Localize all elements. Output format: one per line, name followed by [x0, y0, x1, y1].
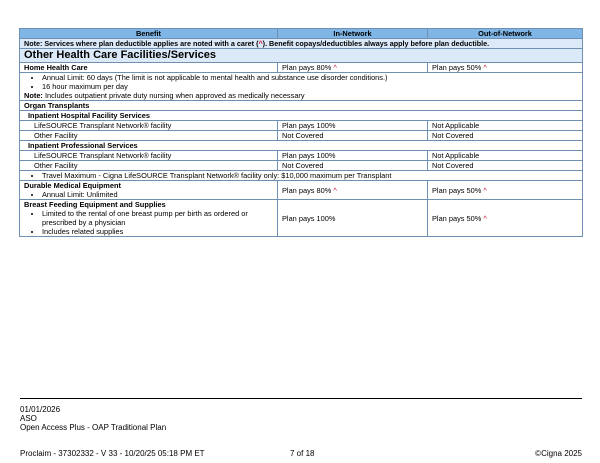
- breastfeeding-out-of-network: Plan pays 50% ^: [428, 200, 583, 237]
- cell-in-network: Not Covered: [278, 131, 428, 141]
- list-item: • Travel Maximum - Cigna LifeSOURCE Transplant Network® facility only: $10,000 maximum per Transplant: [42, 171, 578, 180]
- caret-symbol: ^: [333, 63, 337, 72]
- benefits-document: [19, 28, 582, 237]
- footer-bottom-line: [20, 449, 582, 459]
- list-item: • Limited to the rental of one breast pump per birth as ordered or prescribed by a physician: [42, 209, 273, 227]
- section-title-row: [20, 49, 583, 63]
- deductible-note-row: [20, 39, 583, 49]
- benefits-table: [19, 28, 583, 237]
- dme-label: Durable Medical Equipment: [24, 181, 121, 190]
- table-row: [20, 121, 583, 131]
- footer-date: 01/01/2026: [20, 405, 61, 414]
- header-out-of-network: Out-of-Network: [428, 29, 583, 39]
- list-item: • Annual Limit: Unlimited: [42, 190, 273, 199]
- home-health-note-label: Note:: [24, 91, 43, 100]
- dme-row: [20, 181, 583, 200]
- inpatient-professional-row: [20, 141, 583, 151]
- page-footer: [20, 398, 582, 459]
- cell-in-network: Plan pays 100%: [278, 121, 428, 131]
- home-health-bullets: [24, 73, 578, 91]
- caret-symbol: ^: [333, 185, 337, 195]
- other-facility-label: Other Facility: [20, 131, 278, 141]
- deductible-note: Note: Services where plan deductible applies are noted with a caret (^). Benefit copays/deductibles always apply before plan deductible.: [20, 39, 583, 49]
- footer-page-number: 7 of 18: [290, 449, 315, 458]
- header-in-network: In-Network: [278, 29, 428, 39]
- home-health-note-text: Includes outpatient private duty nursing when approved as medically necessary: [42, 91, 305, 100]
- caret-symbol: ^: [483, 213, 487, 223]
- breastfeeding-in-network: Plan pays 100%: [278, 200, 428, 237]
- dme-cell: [20, 181, 278, 200]
- home-health-out-of-network: Plan pays 50% ^: [428, 63, 583, 73]
- table-row: [20, 161, 583, 171]
- list-item: • 16 hour maximum per day: [42, 82, 578, 91]
- dme-in-network: Plan pays 80% ^: [278, 181, 428, 200]
- footer-copyright: ©Cigna 2025: [535, 449, 582, 458]
- dme-out-of-network: Plan pays 50% ^: [428, 181, 583, 200]
- section-title: Other Health Care Facilities/Services: [20, 49, 583, 63]
- inpatient-hospital-row: [20, 111, 583, 121]
- cell-in-network: Plan pays 100%: [278, 151, 428, 161]
- caret-symbol: ^: [483, 185, 487, 195]
- home-health-details-row: [20, 73, 583, 101]
- home-health-details: [20, 73, 583, 101]
- table-row: [20, 131, 583, 141]
- list-item: • Includes related supplies: [42, 227, 273, 236]
- breastfeeding-cell: [20, 200, 278, 237]
- table-header-row: [20, 29, 583, 39]
- caret-symbol: ^: [483, 63, 487, 72]
- table-row: [20, 151, 583, 161]
- cell-out-of-network: Not Covered: [428, 161, 583, 171]
- lifesource-label: LifeSOURCE Transplant Network® facility: [20, 151, 278, 161]
- breastfeeding-label: Breast Feeding Equipment and Supplies: [24, 200, 166, 209]
- other-facility-label: Other Facility: [20, 161, 278, 171]
- inpatient-professional-label: Inpatient Professional Services: [20, 141, 583, 151]
- organ-transplants-label: Organ Transplants: [20, 101, 583, 111]
- breastfeeding-row: [20, 200, 583, 237]
- home-health-in-network: Plan pays 80% ^: [278, 63, 428, 73]
- footer-plan: Open Access Plus - OAP Traditional Plan: [20, 423, 167, 432]
- inpatient-hospital-label: Inpatient Hospital Facility Services: [20, 111, 583, 121]
- footer-funding: ASO: [20, 414, 37, 423]
- header-benefit: Benefit: [20, 29, 278, 39]
- cell-in-network: Not Covered: [278, 161, 428, 171]
- lifesource-label: LifeSOURCE Transplant Network® facility: [20, 121, 278, 131]
- home-health-row: [20, 63, 583, 73]
- list-item: • Annual Limit: 60 days (The limit is not applicable to mental health and substance use disorder conditions.): [42, 73, 578, 82]
- cell-out-of-network: Not Applicable: [428, 121, 583, 131]
- footer-proclaim: Proclaim - 37302332 - V 33 - 10/20/25 05:18 PM ET: [20, 449, 205, 458]
- home-health-label: Home Health Care: [20, 63, 278, 73]
- cell-out-of-network: Not Covered: [428, 131, 583, 141]
- travel-maximum-row: [20, 171, 583, 181]
- cell-out-of-network: Not Applicable: [428, 151, 583, 161]
- travel-maximum: [20, 171, 583, 181]
- caret-symbol: ^: [258, 39, 263, 48]
- organ-transplants-row: [20, 101, 583, 111]
